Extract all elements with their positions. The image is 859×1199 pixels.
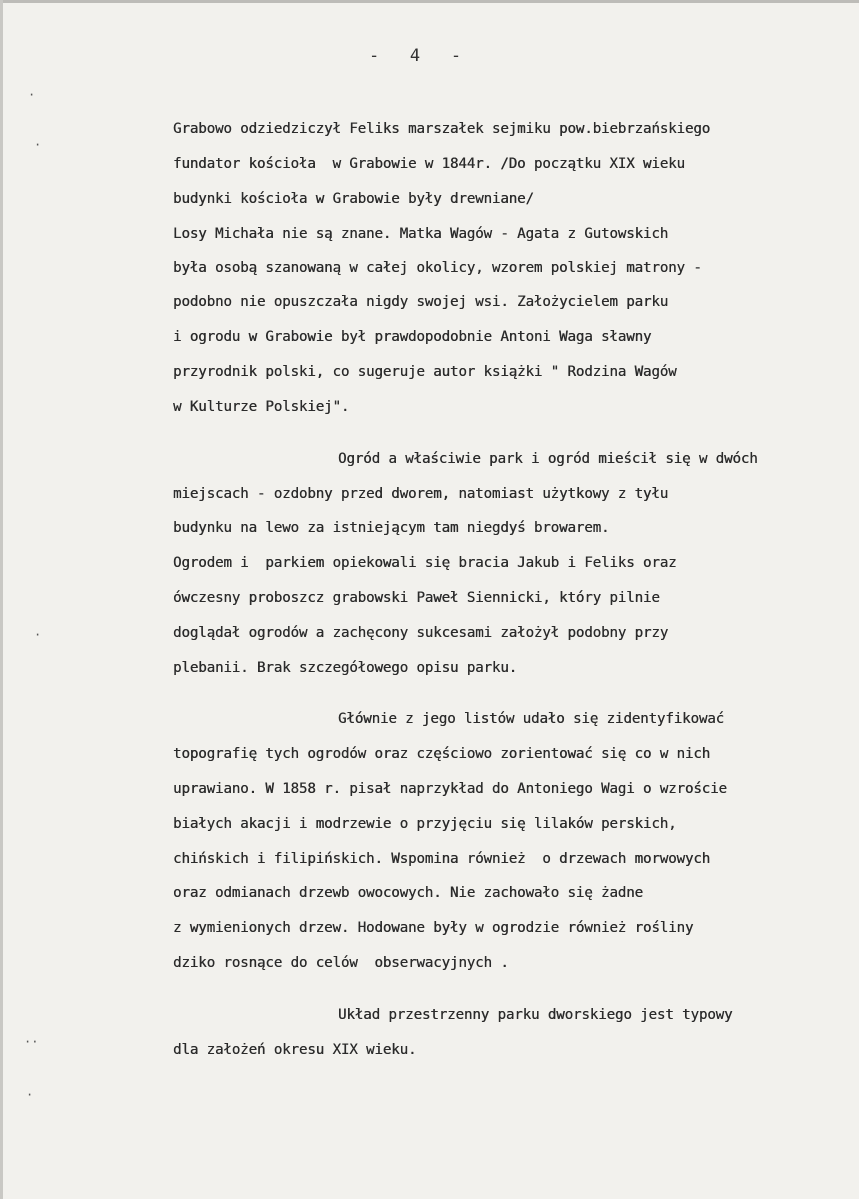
- page-number: - 4 -: [368, 46, 462, 66]
- text-line: podobno nie opuszczała nigdy swojej wsi. Założycielem parku: [173, 294, 669, 310]
- text-line: i ogrodu w Grabowie był prawdopodobnie Antoni Waga sławny: [173, 329, 652, 345]
- scan-edge-top: [0, 0, 859, 3]
- text-line: Układ przestrzenny parku dworskiego jest typowy: [338, 1007, 733, 1023]
- text-line: budynki kościoła w Grabowie były drewniane/: [173, 191, 534, 207]
- text-line: z wymienionych drzew. Hodowane były w ogrodzie również rośliny: [173, 920, 694, 936]
- text-line: topografię tych ogrodów oraz częściowo zorientować się co w nich: [173, 746, 711, 762]
- text-line: Ogrodem i parkiem opiekowali się bracia Jakub i Feliks oraz: [173, 555, 677, 571]
- scan-speck: ··: [24, 1035, 39, 1049]
- text-line: Losy Michała nie są znane. Matka Wagów - Agata z Gutowskich: [173, 226, 669, 242]
- text-line: była osobą szanowaną w całej okolicy, wzorem polskiej matrony -: [173, 260, 702, 276]
- scan-edge-left: [0, 0, 3, 1199]
- text-line: plebanii. Brak szczegółowego opisu parku.: [173, 660, 518, 676]
- scan-speck: ·: [34, 628, 42, 642]
- text-line: doglądał ogrodów a zachęcony sukcesami założył podobny przy: [173, 625, 669, 641]
- scan-speck: ·: [34, 138, 42, 152]
- scan-speck: ·: [28, 88, 36, 102]
- text-line: białych akacji i modrzewie o przyjęciu się lilaków perskich,: [173, 816, 677, 832]
- text-line: dziko rosnące do celów obserwacyjnych .: [173, 955, 509, 971]
- text-line: Głównie z jego listów udało się zidentyfikować: [338, 711, 725, 727]
- text-line: uprawiano. W 1858 r. pisał naprzykład do Antoniego Wagi o wzroście: [173, 781, 727, 797]
- text-line: Grabowo odziedziczył Feliks marszałek sejmiku pow.biebrzańskiego: [173, 121, 711, 137]
- text-line: w Kulturze Polskiej".: [173, 399, 350, 415]
- text-line: budynku na lewo za istniejącym tam niegdyś browarem.: [173, 520, 610, 536]
- text-line: dla założeń okresu XIX wieku.: [173, 1042, 417, 1058]
- text-line: miejscach - ozdobny przed dworem, natomiast użytkowy z tyłu: [173, 486, 669, 502]
- text-line: fundator kościoła w Grabowie w 1844r. /Do początku XIX wieku: [173, 156, 685, 172]
- text-line: chińskich i filipińskich. Wspomina również o drzewach morwowych: [173, 851, 711, 867]
- text-line: oraz odmianach drzewb owocowych. Nie zachowało się żadne: [173, 885, 643, 901]
- text-line: Ogród a właściwie park i ogród mieścił się w dwóch: [338, 451, 758, 467]
- scan-speck: ·: [26, 1088, 34, 1102]
- text-line: ówczesny proboszcz grabowski Paweł Siennicki, który pilnie: [173, 590, 660, 606]
- text-line: przyrodnik polski, co sugeruje autor książki " Rodzina Wagów: [173, 364, 677, 380]
